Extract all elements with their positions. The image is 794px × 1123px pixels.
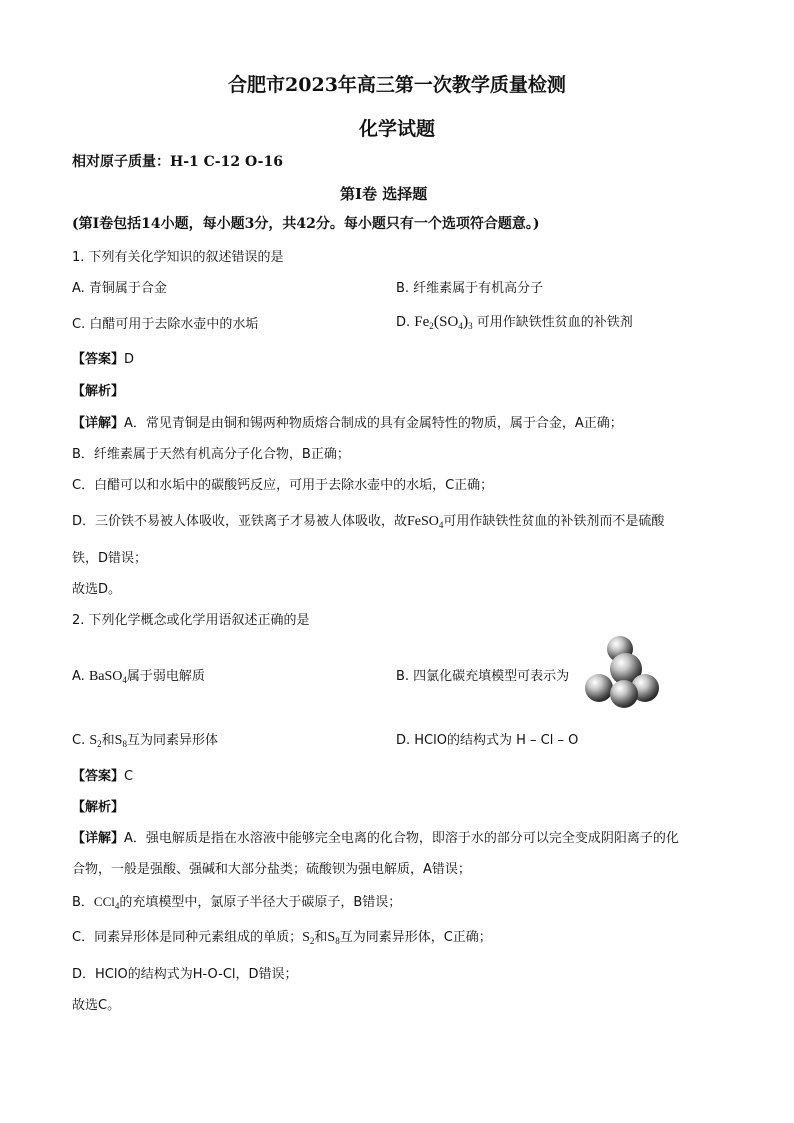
section-title: 第I卷 选择题 bbox=[340, 185, 428, 203]
formula-ccl4: CCl$_4$ bbox=[93, 894, 120, 911]
q1-detail-d-cont: 铁，D错误； bbox=[72, 551, 148, 566]
page-subtitle: 化学试题 bbox=[358, 118, 435, 140]
q1-detail-c: C．白醋可以和水垢中的碳酸钙反应，可用于去除水壶中的水垢，C正确； bbox=[72, 478, 494, 493]
q1-option-b: B. 纤维素属于有机高分子 bbox=[396, 281, 544, 296]
q2-conclusion: 故选C。 bbox=[72, 998, 121, 1013]
atomic-mass-line: 相对原子质量：H-1 C-12 O-16 bbox=[72, 154, 283, 170]
q2-stem: 2. 下列化学概念或化学用语叙述正确的是 bbox=[72, 613, 310, 628]
q1-conclusion: 故选D。 bbox=[72, 582, 122, 597]
formula-s8: $S_8$ bbox=[114, 733, 127, 749]
q2-detail-a-cont: 合物，一般是强酸、强碱和大部分盐类；硫酸钡为强电解质，A错误； bbox=[72, 862, 471, 877]
q2-option-c: C. $S_2$和$S_8$互为同素异形体 bbox=[72, 733, 218, 749]
q1-detail-b: B．纤维素属于天然有机高分子化合物，B正确； bbox=[72, 447, 350, 462]
q2-option-d: D. HClO的结构式为 H – Cl – O bbox=[396, 733, 579, 748]
q2-detail-a: 【详解】A．强电解质是指在水溶液中能够完全电离的化合物，即溶于水的部分可以完全变成阴阳离子的化 bbox=[72, 831, 679, 846]
formula-s8-b: $S_8$ bbox=[327, 930, 340, 946]
q1-option-c: C. 白醋可用于去除水壶中的水垢 bbox=[72, 317, 259, 332]
q2-option-a: A. BaSO$_4$属于弱电解质 bbox=[72, 669, 205, 685]
q1-answer: 【答案】D bbox=[72, 352, 135, 367]
formula-baso4: BaSO$_4$ bbox=[88, 669, 127, 685]
formula-feso4: FeSO$_4$ bbox=[407, 514, 444, 530]
q2-detail-c: C．同素异形体是同种元素组成的单质；$S_2$和$S_8$互为同素异形体，C正确； bbox=[72, 930, 492, 946]
q2-analysis-label: 【解析】 bbox=[72, 800, 125, 815]
q2-answer: 【答案】C bbox=[72, 769, 134, 784]
q1-stem: 1. 下列有关化学知识的叙述错误的是 bbox=[72, 250, 284, 265]
q1-analysis-label: 【解析】 bbox=[72, 384, 125, 399]
q2-option-b: B. 四氯化碳充填模型可表示为 bbox=[396, 669, 570, 684]
q1-detail-d: D．三价铁不易被人体吸收，亚铁离子才易被人体吸收，故FeSO$_4$可用作缺铁性贫血的补铁剂而不是硫酸 bbox=[72, 514, 665, 530]
left-atom-sphere bbox=[585, 674, 613, 702]
section-note: (第I卷包括14小题，每小题3分，共42分。每小题只有一个选项符合题意。) bbox=[72, 216, 540, 232]
q2-detail-d: D．HClO的结构式为H-O-Cl，D错误； bbox=[72, 967, 298, 982]
ccl4-space-filling-model bbox=[582, 633, 662, 711]
q2-detail-b: B．CCl$_4$的充填模型中，氯原子半径大于碳原子，B错误； bbox=[72, 894, 402, 911]
formula-s2-b: $S_2$ bbox=[302, 930, 315, 946]
page-title: 合肥市2023年高三第一次教学质量检测 bbox=[228, 74, 566, 96]
front-atom-sphere bbox=[610, 680, 638, 708]
formula-fe2so43: $Fe_2(SO_4)_3$ bbox=[414, 313, 473, 331]
formula-s2: $S_2$ bbox=[89, 733, 102, 749]
q1-option-a: A. 青铜属于合金 bbox=[72, 281, 167, 296]
q1-detail-a: 【详解】A．常见青铜是由铜和锡两种物质熔合制成的具有金属特性的物质，属于合金，A正确； bbox=[72, 416, 623, 431]
q1-option-d: D. $Fe_2(SO_4)_3$ 可用作缺铁性贫血的补铁剂 bbox=[396, 313, 633, 331]
